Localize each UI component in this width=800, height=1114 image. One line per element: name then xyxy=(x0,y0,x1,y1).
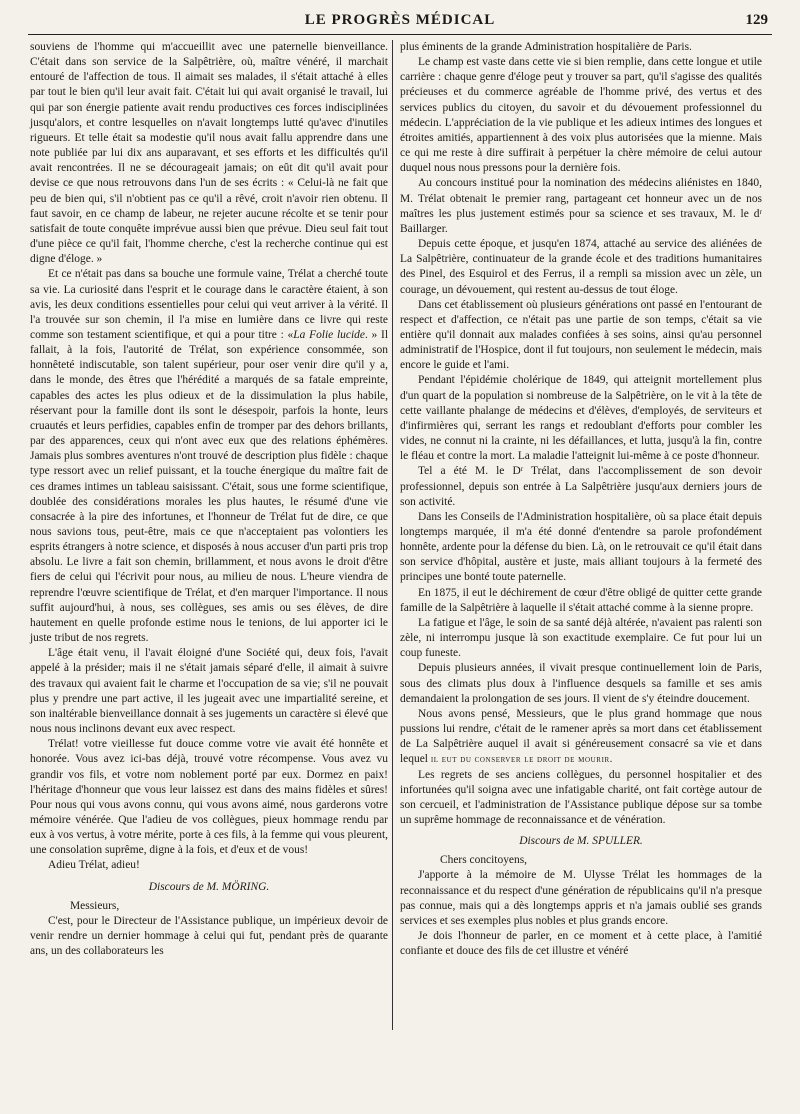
paragraph: Adieu Trélat, adieu! xyxy=(48,859,140,872)
emphasis-smallcaps: il eut du conserver le droit de mourir. xyxy=(430,754,613,766)
section-heading-moring: Discours de M. MÖRING. xyxy=(148,880,270,893)
paragraph: En 1875, il eut le déchirement de cœur d'être obligé de quitter cette grande famille de la Salpêtrière à laquelle il s'était attaché comme à la sienne propre. xyxy=(400,586,762,614)
left-column xyxy=(30,40,388,959)
paragraph: Depuis cette époque, et jusqu'en 1874, attaché au service des aliénées de La Salpêtrière, continuateur de la grande école et des traditions humanitaires des Pinel, des Esquirol et des Ferrus, il a rempli sa mission avec un zèle, un courage, un dévouement, qui restent au-dessus de tout éloge. xyxy=(400,238,762,296)
section-heading-spuller: Discours de M. SPULLER. xyxy=(519,835,643,848)
column-divider xyxy=(392,40,393,1030)
salutation: Messieurs, xyxy=(70,899,120,912)
book-title: La Folie lucide xyxy=(293,328,365,341)
paragraph: souviens de l'homme qui m'accueillit avec une paternelle bienveillance. C'était dans son service de la Salpêtrière, où, maître vénéré, il marchait entouré de l'affection de tous. Il aimait ses malades, il s'était attaché à elles par tout le bien qu'il leur avait fait. C'était lui qui avait organisé le travail, lui qui par son énergie patiente avait rendu productives ces forces indisciplinées jusqu'alors, et contre lesquelles on n'avait longtemps lutté qu'avec d'inutiles rigueurs. Et telle était sa modestie qu'il nous avait fallu apprendre dans une note publiée par lui dix ans auparavant, et ses efforts et les difficultés qu'il avait rencontrées. Il ne se décourageait jamais; on eût dit qu'il avait pour devise ce que nous retrouvons dans l'un de ses écrits : « Celui-là ne fait que peu de bien qui, s'il n'obtient pas ce qu'il a rêvé, croit n'avoir rien obtenu. Il faut savoir, en ce champ de labeur, ne rejeter aucune récolte et se tenir pour satisfait de toute conquête imprévue aussi bien que prévue. Dieu seul fait tout d'une pièce ce qu'il fait, l'homme cherche, c'est la recherche continue qui est digne d'éloge. » xyxy=(30,41,388,266)
paragraph: Dans les Conseils de l'Administration hospitalière, où sa place était depuis longtemps marquée, il m'a été donné d'entendre sa parole profondément honnête, ardente pour la défense du bien. Là, on le retrouvait ce qu'il était dans son service d'hôpital, austère et juste, mais alliant toujours à la fermeté des principes une bonté toute paternelle. xyxy=(400,510,762,584)
paragraph: Trélat! votre vieillesse fut douce comme votre vie avait été honnête et honorée. Vous avez ici-bas déjà, trouvé votre récompense. Vous avez vu grandir vos fils, et votre nom noblement porté par eux. Dormez en paix! l'héritage d'honneur que vous leur laissez est dans des mains fidèles et sûres! Pour nous qui vous avons connu, qui vous avons aimé, nous garderons votre mémoire vénérée. Que l'adieu de vos collègues, pieux hommage rendu par eux à vos vertus, à votre mérite, porte à ces fils, à la femme qui vous pleurent, une consolation suprême, digne à la fois, et d'eux et de vous! xyxy=(30,738,388,857)
paragraph: L'âge était venu, il l'avait éloigné d'une Société qui, deux fois, l'avait appelé à la présider; mais il ne s'était jamais séparé d'elle, il aimait à suivre des travaux qui avaient fait le charme et l'occupation de sa vie; s'il ne pouvait plus y prendre une part active, il les jugeait avec une impartialité sereine, et son inaltérable bienveillance donnait à ses jugements un caractère si élevé que nous nous inclinons devant eux avec respect. xyxy=(30,647,388,736)
right-column xyxy=(400,40,762,959)
paragraph: Tel a été M. le Dʳ Trélat, dans l'accomplissement de son devoir professionnel, depuis son entrée à La Salpêtrière jusqu'aux derniers jours de son activité. xyxy=(400,465,762,508)
paragraph: Je dois l'honneur de parler, en ce moment et à cette place, à l'amitié confiante et douce des fils de cet illustre et vénéré xyxy=(400,930,762,958)
paragraph: Le champ est vaste dans cette vie si bien remplie, dans cette longue et utile carrière : chaque genre d'éloge peut y trouver sa part, qu'il s'agisse des qualités précieuses et du commerce agréable de l'homme privé, des vertus et des services publics du citoyen, du savoir et du dévouement professionnel du médecin. L'appréciation de la vie publique et les adieux intimes des longues et étroites amitiés, appartiennent à des voix plus autorisées que la mienne. Mais ce qui me reste à dire suffirait à perpétuer la chère mémoire de celui autour duquel nous nous pressons pour la dernière fois. xyxy=(400,56,762,175)
page-number: 129 xyxy=(745,12,768,28)
paragraph: La fatigue et l'âge, le soin de sa santé déjà altérée, n'avaient pas ralenti son zèle, ni interrompu jusque là son exactitude exemplaire. Ce fut pour lui un coup funeste. xyxy=(400,616,762,660)
paragraph: Et ce n'était pas dans sa bouche une formule vaine, Trélat a cherché toute sa vie. La curiosité dans l'esprit et le courage dans le caractère étaient, à son avis, les deux conditions essentielles pour celui qui veut arriver à la vérité. Il l'a trouvée sur son chemin, il l'a mise en lumière dans ce livre qui reste comme son testament scientifique, et qui a pour titre : «La Folie lucide. » Il fallait, à la fois, l'autorité de Trélat, son expérience consommée, son honnêteté indiscutable, son talent supérieur, pour oser venir dire qu'il y a, dans le monde, des êtres que l'hérédité a marqués de sa fatale empreinte, capables des actes les plus odieux et de la dissimulation la plus habile, réservant pour la famille dont ils sont le désespoir, parfois la honte, leurs cruautés et leurs perfidies, capables enfin de tromper par des dehors brillants, par des apparences, ceux qui n'ont avec eux que des relations éphémères. Jamais plus sombres aventures n'ont trouvé de description plus fidèle : chaque type ressort avec un relief puissant, et la touche énergique du maître fait de ces drames intimes un tableau saisissant. C'était, sous une forme scientifique, doublée des considérations morales les plus hautes, le résumé d'une vie consacrée à la pire des infortunes, et l'honneur de Trélat fut de dire, ce que nous savions tous, peut-être, mais ce que n'acceptaient pas volontiers les esprits étrangers à notre science, et disposés à nous accuser d'un parti pris trop absolu. Le livre a fait son chemin, brillamment, et nous avons le droit d'être fiers de celui qui l'écrivit pour nous, au milieu de nous. L'heure viendra de reprendre l'œuvre scientifique de Trélat, et d'en marquer l'importance. Il nous suffit aujourd'hui, à nous, ses collègues, ses amis ou ses élèves, de dire hautement en quelle profonde estime nous le tenions, de lui apporter ici le juste tribut de nos regrets. xyxy=(30,268,388,645)
paragraph: Depuis plusieurs années, il vivait presque continuellement loin de Paris, sous des climats plus doux à l'influence desquels sa famille et ses amis demandaient la prolongation de ses jours. Il vient de s'y éteindre doucement. xyxy=(400,662,762,705)
paragraph: J'apporte à la mémoire de M. Ulysse Trélat les hommages de la reconnaissance et du respect d'une génération de républicains qu'il n'a presque pas connue, mais qui a dès longtemps appris et n'a jamais oublié ses grands services et ses exemples plus nobles et plus grands encore. xyxy=(400,869,762,927)
paragraph: Pendant l'épidémie cholérique de 1849, qui atteignit mortellement plus d'un quart de la population si nombreuse de la Salpêtrière, on le vit à la tête de cette vaillante phalange de médecins et d'élèves, d'employés, de serviteurs et d'infirmières qui, serrant les rangs et redoublant d'efforts pour combler les vides, ne connut ni la crainte, ni les défaillances, et lutta, jusqu'à la fin, contre le fléau et contre la mort. La maladie l'atteignit lui-même à ce poste d'honneur. xyxy=(400,374,762,463)
paragraph: Nous avons pensé, Messieurs, que le plus grand hommage que nous pussions lui rendre, c'était de le ramener après sa mort dans cet établissement de La Salpêtrière auquel il avait si généreusement consacré sa vie et dans lequel il eut du conserver le droit de mourir. xyxy=(400,707,762,766)
paragraph: C'est, pour le Directeur de l'Assistance publique, un impérieux devoir de venir rendre un dernier hommage à celui qui fut, pendant près de quarante ans, un des collaborateurs les xyxy=(30,914,388,958)
journal-title: LE PROGRÈS MÉDICAL xyxy=(304,12,496,28)
paragraph: plus éminents de la grande Administration hospitalière de Paris. xyxy=(400,41,692,53)
page-header xyxy=(28,6,772,35)
salutation: Chers concitoyens, xyxy=(440,854,528,867)
paragraph: Dans cet établissement où plusieurs générations ont passé en l'entourant de respect et d'affection, ce n'était pas une partie de son temps, c'était sa vie entière qu'il donnait aux malades confiées à ses soins, ainsi qu'au personnel administratif de l'Hospice, dont il fut toujours, non seulement le médecin, mais encore le guide et l'ami. xyxy=(400,298,762,372)
paragraph: Les regrets de ses anciens collègues, du personnel hospitalier et des infortunées qu'il soigna avec une infatigable charité, ont fait cortège autour de son cercueil, et l'administration de l'Assistance publique dépose sur sa tombe un suprême hommage de reconnaissance et de vénération. xyxy=(400,768,762,826)
paragraph: Au concours institué pour la nomination des médecins aliénistes en 1840, M. Trélat obtenait le premier rang, partageant cet honneur avec un de nos maîtres les plus justement estimés pour sa science et ses travaux, M. le dʳ Baillarger. xyxy=(400,177,762,235)
